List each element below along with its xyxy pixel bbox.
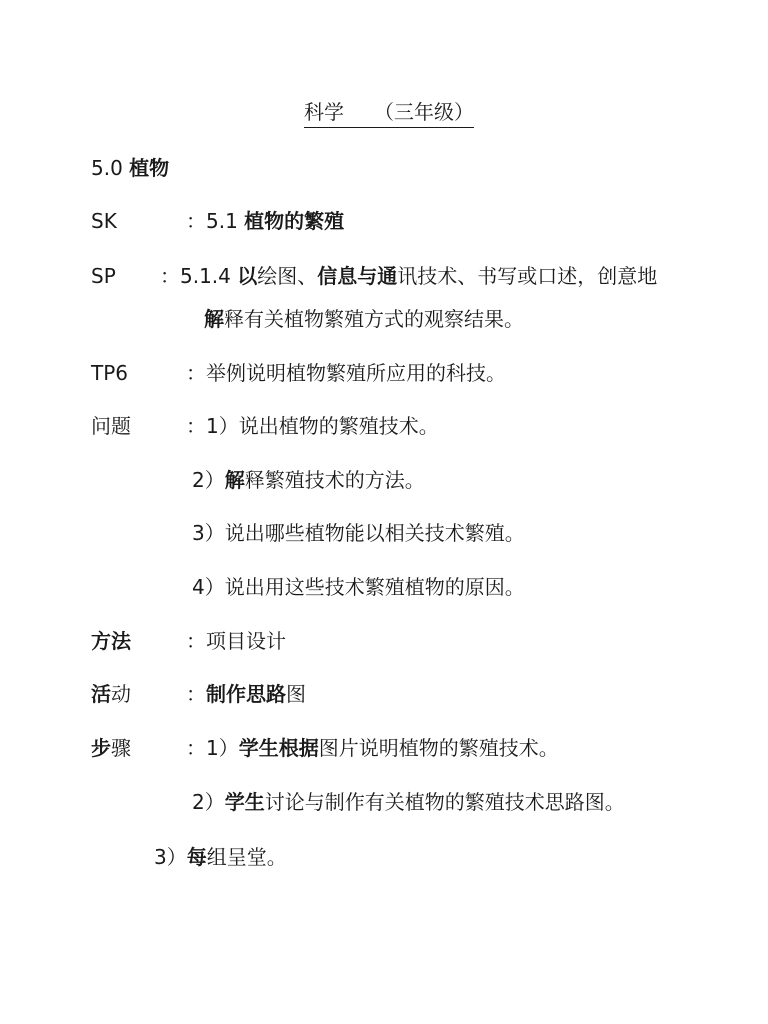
step-1-rest: 图片说明植物的繁殖技术。 — [318, 736, 559, 760]
tp6-text: ：举例说明植物繁殖所应用的科技。 — [186, 361, 506, 385]
title-subject: 科学 — [304, 100, 344, 124]
sp-line2-bold: 解 — [204, 307, 224, 331]
sk-text: 植物的繁殖 — [244, 209, 345, 233]
step-2-rest: 讨论与制作有关植物的繁殖技术思路图。 — [264, 790, 625, 814]
page-title — [304, 98, 474, 128]
questions-label: 问题 — [91, 414, 131, 438]
sk-label: SK — [91, 209, 117, 233]
sp-part2: 绘图、 — [257, 264, 318, 288]
sp-line2-rest: 释有关植物繁殖方式的观察结果。 — [224, 307, 524, 331]
sp-value-line2 — [204, 305, 524, 333]
sp-label: SP — [91, 264, 116, 288]
activity-label-rest: 动 — [111, 682, 131, 706]
section-number: 5.0 — [91, 156, 123, 180]
sp-prefix: ：5.1.4 — [160, 264, 231, 288]
sk-prefix: ：5.1 — [186, 209, 238, 233]
question-2-prefix: 2） — [192, 468, 225, 492]
sk-value — [186, 207, 344, 235]
section-heading — [91, 154, 169, 182]
activity-label — [91, 680, 131, 708]
method-label: 方法 — [91, 629, 131, 653]
steps-label — [91, 734, 131, 762]
activity-text-bold: 制作思路 — [206, 682, 286, 706]
question-1: ：1）说出植物的繁殖技术。 — [186, 414, 439, 438]
step-3-prefix: 3） — [154, 845, 187, 869]
step-1 — [186, 734, 559, 762]
step-1-prefix: ：1） — [186, 736, 239, 760]
question-2-bold: 解 — [224, 468, 245, 492]
steps-label-bold: 步 — [91, 736, 111, 760]
question-3: 3）说出哪些植物能以相关技术繁殖。 — [192, 521, 525, 545]
steps-label-rest: 骤 — [111, 736, 131, 760]
section-title: 植物 — [129, 156, 170, 180]
method-text: ：项目设计 — [186, 629, 286, 653]
title-grade: （三年级） — [374, 100, 474, 124]
tp6-label: TP6 — [91, 361, 129, 385]
question-4: 4）说出用这些技术繁殖植物的原因。 — [192, 575, 525, 599]
step-3-bold: 每 — [186, 845, 207, 869]
activity-text — [186, 680, 306, 708]
activity-text-rest: 图 — [286, 682, 306, 706]
activity-prefix: ： — [186, 682, 206, 706]
step-2 — [192, 788, 625, 816]
step-2-bold: 学生 — [224, 790, 265, 814]
sp-part3: 信息与通 — [317, 264, 398, 288]
step-2-prefix: 2） — [192, 790, 225, 814]
question-2 — [192, 466, 425, 494]
step-3-rest: 组呈堂。 — [206, 845, 287, 869]
sp-part1: 以 — [237, 264, 258, 288]
step-3 — [154, 843, 287, 871]
sp-part4: 讯技术、书写或口述，创意地 — [397, 264, 658, 288]
question-2-rest: 释繁殖技术的方法。 — [244, 468, 425, 492]
step-1-bold: 学生根据 — [238, 736, 319, 760]
sp-value-line1 — [160, 262, 657, 290]
activity-label-bold: 活 — [91, 682, 111, 706]
